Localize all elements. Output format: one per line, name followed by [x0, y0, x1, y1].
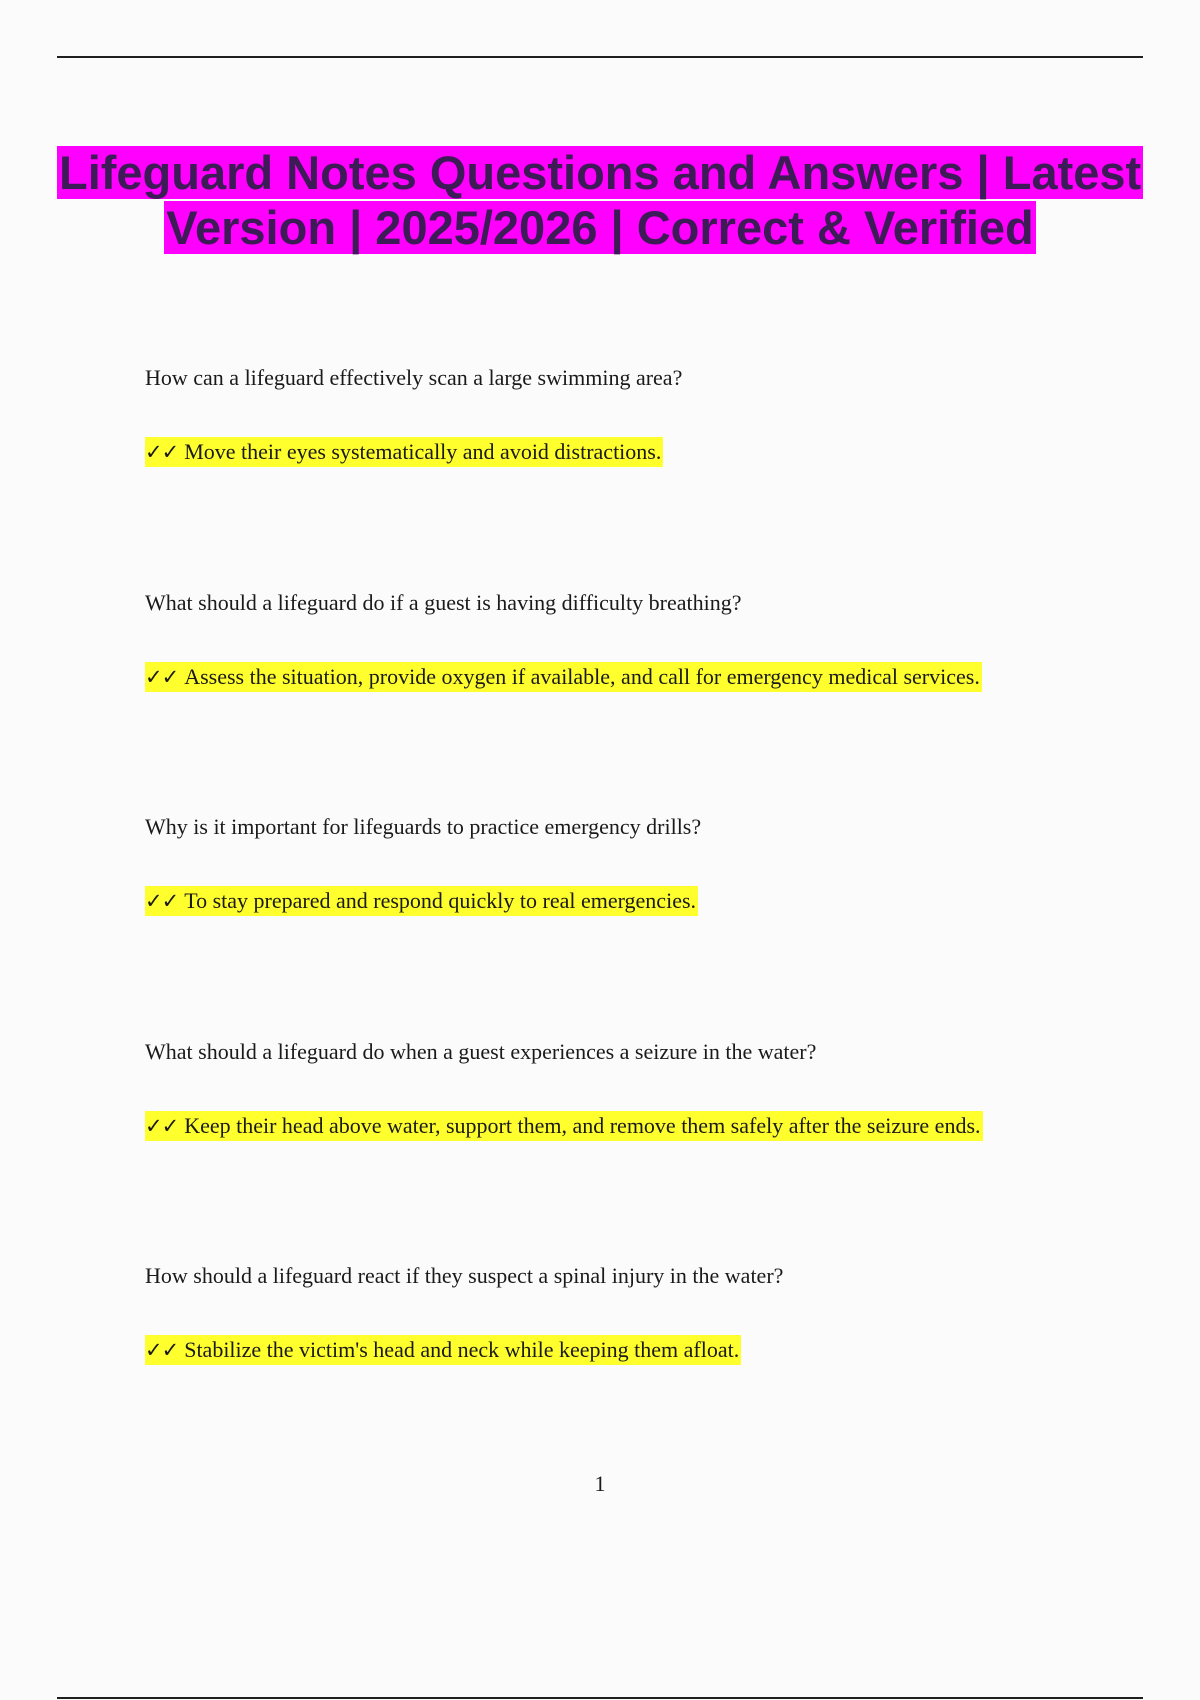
- answer-text: Keep their head above water, support them, and remove them safely after the seizure ends.: [184, 1112, 981, 1138]
- double-check-icon: ✓✓: [145, 1338, 179, 1362]
- answer-line: [145, 1111, 983, 1141]
- answer-line: [145, 662, 982, 692]
- document-title: Lifeguard Notes Questions and Answers | Latest Version | 2025/2026 | Correct & Verified: [59, 146, 1142, 254]
- title-block: [57, 145, 1143, 255]
- question-text: What should a lifeguard do when a guest experiences a seizure in the water?: [145, 1038, 817, 1064]
- double-check-icon: ✓✓: [145, 440, 179, 464]
- page-number: 1: [594, 1471, 606, 1496]
- double-check-icon: ✓✓: [145, 889, 179, 913]
- question-text: How can a lifeguard effectively scan a large swimming area?: [145, 365, 683, 390]
- question-text: Why is it important for lifeguards to practice emergency drills?: [145, 814, 702, 839]
- answer-highlight: [145, 1335, 741, 1365]
- qa-list: [145, 363, 1100, 1486]
- qa-item: [145, 588, 1100, 813]
- question-text: How should a lifeguard react if they suspect a spinal injury in the water?: [145, 1263, 784, 1288]
- answer-line: [145, 437, 663, 467]
- answer-line: [145, 1335, 741, 1365]
- top-divider: [57, 56, 1143, 58]
- qa-item: [145, 812, 1100, 1037]
- answer-highlight: [145, 886, 698, 916]
- answer-line: [145, 886, 698, 916]
- question-text: What should a lifeguard do if a guest is having difficulty breathing?: [145, 589, 742, 615]
- answer-highlight: [145, 437, 663, 467]
- qa-item: [145, 1261, 1100, 1486]
- bottom-divider: [57, 1697, 1143, 1699]
- double-check-icon: ✓✓: [145, 1113, 179, 1138]
- answer-text: Assess the situation, provide oxygen if available, and call for emergency medical services.: [184, 663, 980, 689]
- answer-highlight: [145, 1111, 983, 1141]
- answer-highlight: [145, 662, 982, 692]
- answer-text: To stay prepared and respond quickly to real emergencies.: [184, 888, 697, 913]
- double-check-icon: ✓✓: [145, 664, 179, 689]
- qa-item: [145, 1037, 1100, 1262]
- answer-text: Stabilize the victim's head and neck while keeping them afloat.: [184, 1337, 740, 1362]
- answer-text: Move their eyes systematically and avoid distractions.: [184, 439, 662, 464]
- qa-item: [145, 363, 1100, 588]
